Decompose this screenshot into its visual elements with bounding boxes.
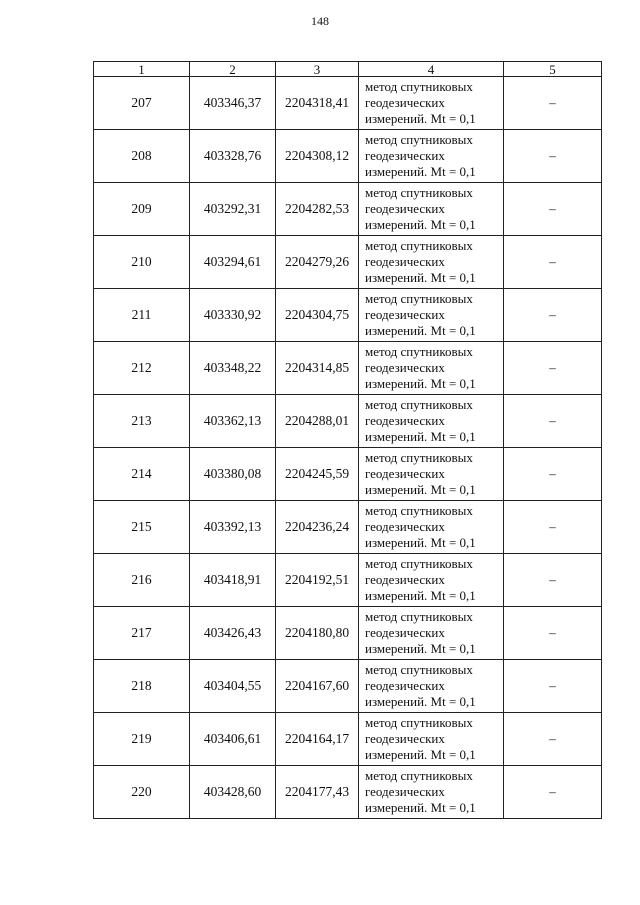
- point-number-cell: 209: [94, 183, 190, 236]
- point-number-cell: 219: [94, 713, 190, 766]
- y-coordinate-cell: 2204167,60: [276, 660, 359, 713]
- x-coordinate-cell: 403362,13: [190, 395, 276, 448]
- remark-cell: –: [504, 448, 602, 501]
- method-cell: [359, 501, 504, 554]
- table-row: [94, 130, 602, 183]
- method-text-line: измерений. Mt = 0,1: [365, 588, 476, 603]
- remark-cell: –: [504, 130, 602, 183]
- method-text-line: измерений. Mt = 0,1: [365, 747, 476, 762]
- method-cell: [359, 395, 504, 448]
- method-text-line: геодезических: [365, 466, 445, 481]
- method-text-line: геодезических: [365, 254, 445, 269]
- point-number-cell: 220: [94, 766, 190, 819]
- method-text-line: геодезических: [365, 678, 445, 693]
- method-text-line: метод спутниковых: [365, 556, 473, 571]
- remark-cell: –: [504, 395, 602, 448]
- y-coordinate-cell: 2204318,41: [276, 77, 359, 130]
- point-number-cell: 212: [94, 342, 190, 395]
- table-row: [94, 554, 602, 607]
- method-text-line: метод спутниковых: [365, 450, 473, 465]
- method-cell: [359, 183, 504, 236]
- point-number-cell: 210: [94, 236, 190, 289]
- x-coordinate-cell: 403348,22: [190, 342, 276, 395]
- coordinates-table: [93, 61, 602, 819]
- remark-cell: –: [504, 289, 602, 342]
- point-number-cell: 207: [94, 77, 190, 130]
- method-cell: [359, 607, 504, 660]
- header-col-1: 1: [94, 62, 190, 77]
- remark-cell: –: [504, 183, 602, 236]
- method-cell: [359, 448, 504, 501]
- method-text-line: геодезических: [365, 625, 445, 640]
- x-coordinate-cell: 403330,92: [190, 289, 276, 342]
- remark-cell: –: [504, 554, 602, 607]
- y-coordinate-cell: 2204245,59: [276, 448, 359, 501]
- method-text-line: метод спутниковых: [365, 132, 473, 147]
- remark-cell: –: [504, 342, 602, 395]
- table-row: [94, 660, 602, 713]
- table-row: [94, 236, 602, 289]
- method-cell: [359, 130, 504, 183]
- method-text-line: метод спутниковых: [365, 609, 473, 624]
- x-coordinate-cell: 403328,76: [190, 130, 276, 183]
- x-coordinate-cell: 403426,43: [190, 607, 276, 660]
- method-text-line: измерений. Mt = 0,1: [365, 694, 476, 709]
- table-body: [94, 77, 602, 819]
- page-number: 148: [311, 14, 329, 28]
- remark-cell: –: [504, 607, 602, 660]
- point-number-cell: 217: [94, 607, 190, 660]
- x-coordinate-cell: 403292,31: [190, 183, 276, 236]
- method-cell: [359, 289, 504, 342]
- y-coordinate-cell: 2204282,53: [276, 183, 359, 236]
- y-coordinate-cell: 2204314,85: [276, 342, 359, 395]
- method-text-line: метод спутниковых: [365, 397, 473, 412]
- header-col-4: 4: [359, 62, 504, 77]
- method-text-line: метод спутниковых: [365, 185, 473, 200]
- method-text-line: измерений. Mt = 0,1: [365, 535, 476, 550]
- header-row: [94, 62, 602, 77]
- method-text-line: геодезических: [365, 148, 445, 163]
- method-text-line: геодезических: [365, 95, 445, 110]
- table-row: [94, 183, 602, 236]
- method-text-line: геодезических: [365, 307, 445, 322]
- method-text-line: измерений. Mt = 0,1: [365, 217, 476, 232]
- remark-cell: –: [504, 766, 602, 819]
- method-text-line: метод спутниковых: [365, 344, 473, 359]
- method-cell: [359, 342, 504, 395]
- point-number-cell: 215: [94, 501, 190, 554]
- method-text-line: измерений. Mt = 0,1: [365, 164, 476, 179]
- x-coordinate-cell: 403294,61: [190, 236, 276, 289]
- header-col-5: 5: [504, 62, 602, 77]
- method-text-line: геодезических: [365, 519, 445, 534]
- method-text-line: геодезических: [365, 360, 445, 375]
- table-row: [94, 395, 602, 448]
- method-text-line: метод спутниковых: [365, 291, 473, 306]
- y-coordinate-cell: 2204279,26: [276, 236, 359, 289]
- table-row: [94, 77, 602, 130]
- method-text-line: метод спутниковых: [365, 715, 473, 730]
- remark-cell: –: [504, 236, 602, 289]
- remark-cell: –: [504, 660, 602, 713]
- method-text-line: метод спутниковых: [365, 79, 473, 94]
- y-coordinate-cell: 2204180,80: [276, 607, 359, 660]
- method-text-line: геодезических: [365, 572, 445, 587]
- method-cell: [359, 713, 504, 766]
- point-number-cell: 214: [94, 448, 190, 501]
- method-text-line: измерений. Mt = 0,1: [365, 641, 476, 656]
- y-coordinate-cell: 2204177,43: [276, 766, 359, 819]
- table-row: [94, 607, 602, 660]
- x-coordinate-cell: 403380,08: [190, 448, 276, 501]
- method-cell: [359, 77, 504, 130]
- table-row: [94, 713, 602, 766]
- y-coordinate-cell: 2204308,12: [276, 130, 359, 183]
- method-text-line: измерений. Mt = 0,1: [365, 111, 476, 126]
- x-coordinate-cell: 403406,61: [190, 713, 276, 766]
- x-coordinate-cell: 403428,60: [190, 766, 276, 819]
- point-number-cell: 213: [94, 395, 190, 448]
- table-row: [94, 448, 602, 501]
- y-coordinate-cell: 2204236,24: [276, 501, 359, 554]
- point-number-cell: 216: [94, 554, 190, 607]
- method-text-line: измерений. Mt = 0,1: [365, 270, 476, 285]
- table-row: [94, 766, 602, 819]
- table-row: [94, 501, 602, 554]
- method-text-line: измерений. Mt = 0,1: [365, 429, 476, 444]
- method-text-line: геодезических: [365, 413, 445, 428]
- method-cell: [359, 660, 504, 713]
- x-coordinate-cell: 403392,13: [190, 501, 276, 554]
- method-text-line: геодезических: [365, 201, 445, 216]
- method-cell: [359, 554, 504, 607]
- method-text-line: метод спутниковых: [365, 238, 473, 253]
- method-text-line: метод спутниковых: [365, 662, 473, 677]
- remark-cell: –: [504, 77, 602, 130]
- method-text-line: измерений. Mt = 0,1: [365, 323, 476, 338]
- method-text-line: измерений. Mt = 0,1: [365, 376, 476, 391]
- y-coordinate-cell: 2204304,75: [276, 289, 359, 342]
- point-number-cell: 218: [94, 660, 190, 713]
- method-text-line: геодезических: [365, 784, 445, 799]
- method-text-line: метод спутниковых: [365, 768, 473, 783]
- table-row: [94, 342, 602, 395]
- point-number-cell: 208: [94, 130, 190, 183]
- y-coordinate-cell: 2204192,51: [276, 554, 359, 607]
- y-coordinate-cell: 2204164,17: [276, 713, 359, 766]
- method-text-line: измерений. Mt = 0,1: [365, 800, 476, 815]
- method-text-line: измерений. Mt = 0,1: [365, 482, 476, 497]
- remark-cell: –: [504, 713, 602, 766]
- method-text-line: геодезических: [365, 731, 445, 746]
- point-number-cell: 211: [94, 289, 190, 342]
- x-coordinate-cell: 403346,37: [190, 77, 276, 130]
- method-cell: [359, 766, 504, 819]
- method-cell: [359, 236, 504, 289]
- x-coordinate-cell: 403418,91: [190, 554, 276, 607]
- remark-cell: –: [504, 501, 602, 554]
- method-text-line: метод спутниковых: [365, 503, 473, 518]
- table-row: [94, 289, 602, 342]
- x-coordinate-cell: 403404,55: [190, 660, 276, 713]
- header-col-3: 3: [276, 62, 359, 77]
- header-col-2: 2: [190, 62, 276, 77]
- y-coordinate-cell: 2204288,01: [276, 395, 359, 448]
